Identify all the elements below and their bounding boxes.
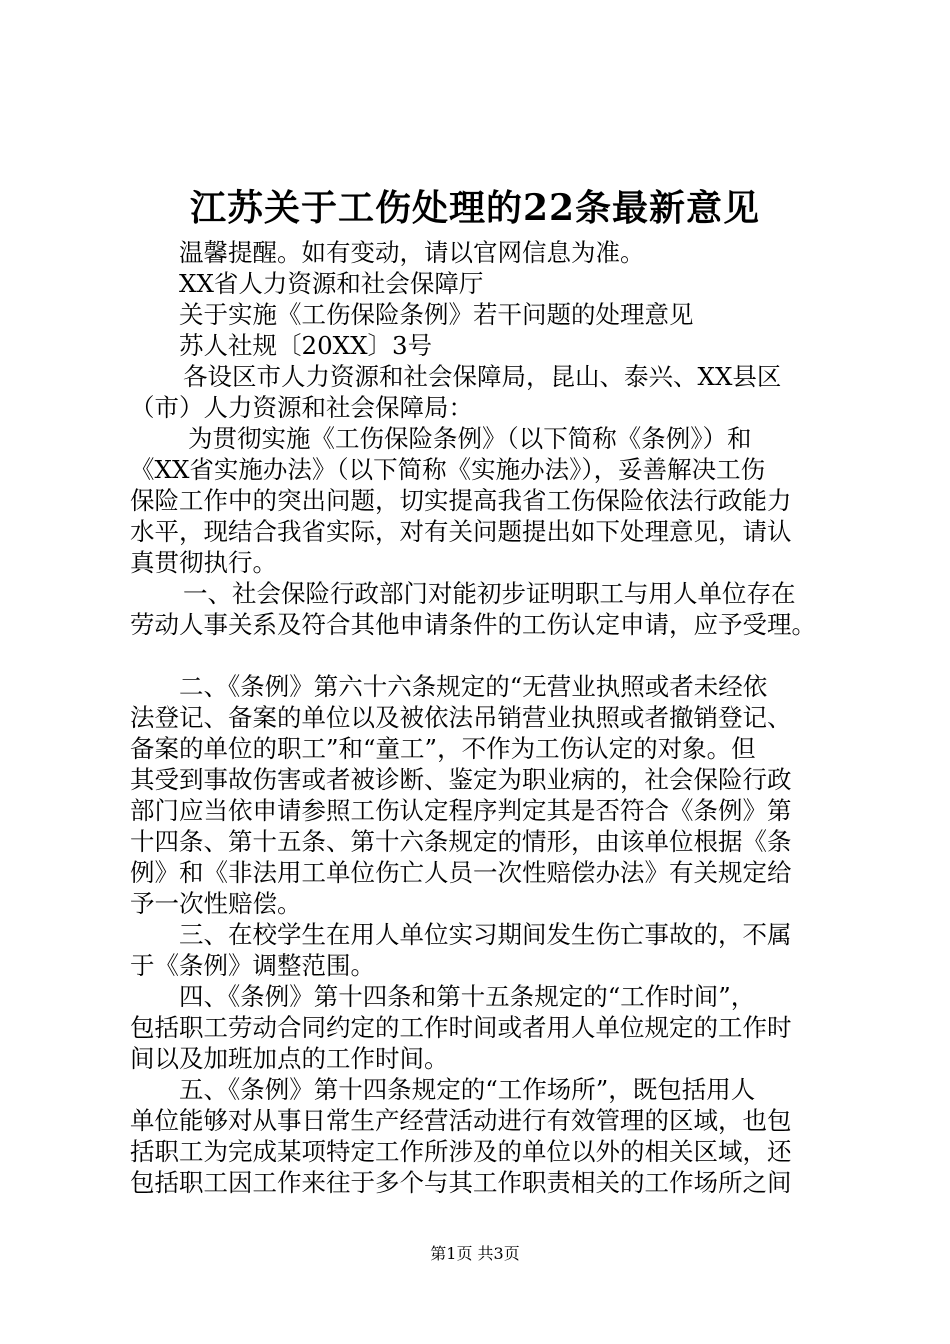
intro-line: 真贯彻执行。	[130, 548, 277, 577]
intro-line: 为贯彻实施《工伤保险条例》（以下简称《条例》）和	[188, 424, 752, 453]
document-number: 苏人社规〔20XX〕3号	[179, 331, 433, 360]
article-5-line: 五、《条例》第十四条规定的“工作场所”，既包括用人	[179, 1075, 756, 1104]
article-4-line: 包括职工劳动合同约定的工作时间或者用人单位规定的工作时	[130, 1013, 792, 1042]
subject-line: 关于实施《工伤保险条例》若干问题的处理意见	[179, 300, 694, 329]
article-1-line: 一、社会保险行政部门对能初步证明职工与用人单位存在	[183, 579, 796, 608]
addressee-line: （市）人力资源和社会保障局：	[130, 393, 473, 422]
page-number: 第1页 共3页	[430, 1244, 520, 1263]
article-4-line: 间以及加班加点的工作时间。	[130, 1044, 449, 1073]
article-2-line: 部门应当依申请参照工伤认定程序判定其是否符合《条例》第	[130, 796, 792, 825]
paragraph-gap	[130, 640, 842, 671]
addressee-line: 各设区市人力资源和社会保障局，昆山、泰兴、XX县区	[183, 362, 782, 391]
article-2-line: 备案的单位的职工”和“童工”，不作为工伤认定的对象。但	[130, 734, 756, 763]
article-5-line: 括职工为完成某项特定工作所涉及的单位以外的相关区域，还	[130, 1137, 792, 1166]
intro-line: 《XX省实施办法》（以下简称《实施办法》），妥善解决工伤	[130, 455, 766, 484]
article-2-line: 法登记、备案的单位以及被依法吊销营业执照或者撤销登记、	[130, 703, 792, 732]
issuer-line: XX省人力资源和社会保障厅	[179, 269, 484, 298]
intro-line: 水平，现结合我省实际，对有关问题提出如下处理意见，请认	[130, 517, 792, 546]
article-5-line: 包括职工因工作来往于多个与其工作职责相关的工作场所之间	[130, 1168, 792, 1197]
notice-line: 温馨提醒。如有变动，请以官网信息为准。	[179, 238, 645, 267]
article-2-line: 其受到事故伤害或者被诊断、鉴定为职业病的，社会保险行政	[130, 765, 792, 794]
document-body	[130, 237, 842, 1198]
article-3-line: 三、在校学生在用人单位实习期间发生伤亡事故的，不属	[179, 920, 792, 949]
article-5-line: 单位能够对从事日常生产经营活动进行有效管理的区域，也包	[130, 1106, 792, 1135]
intro-line: 保险工作中的突出问题，切实提高我省工伤保险依法行政能力	[130, 486, 792, 515]
article-4-line: 四、《条例》第十四条和第十五条规定的“工作时间”，	[179, 982, 756, 1011]
article-2-line: 十四条、第十五条、第十六条规定的情形，由该单位根据《条	[130, 827, 792, 856]
article-3-line: 于《条例》调整范围。	[130, 951, 375, 980]
article-1-line: 劳动人事关系及符合其他申请条件的工伤认定申请，应予受理。	[130, 610, 816, 639]
article-2-line: 予一次性赔偿。	[130, 889, 302, 918]
article-2-line: 例》和《非法用工单位伤亡人员一次性赔偿办法》有关规定给	[130, 858, 792, 887]
document-title: 江苏关于工伤处理的22条最新意见	[189, 187, 761, 229]
article-2-line: 二、《条例》第六十六条规定的“无营业执照或者未经依	[179, 672, 768, 701]
